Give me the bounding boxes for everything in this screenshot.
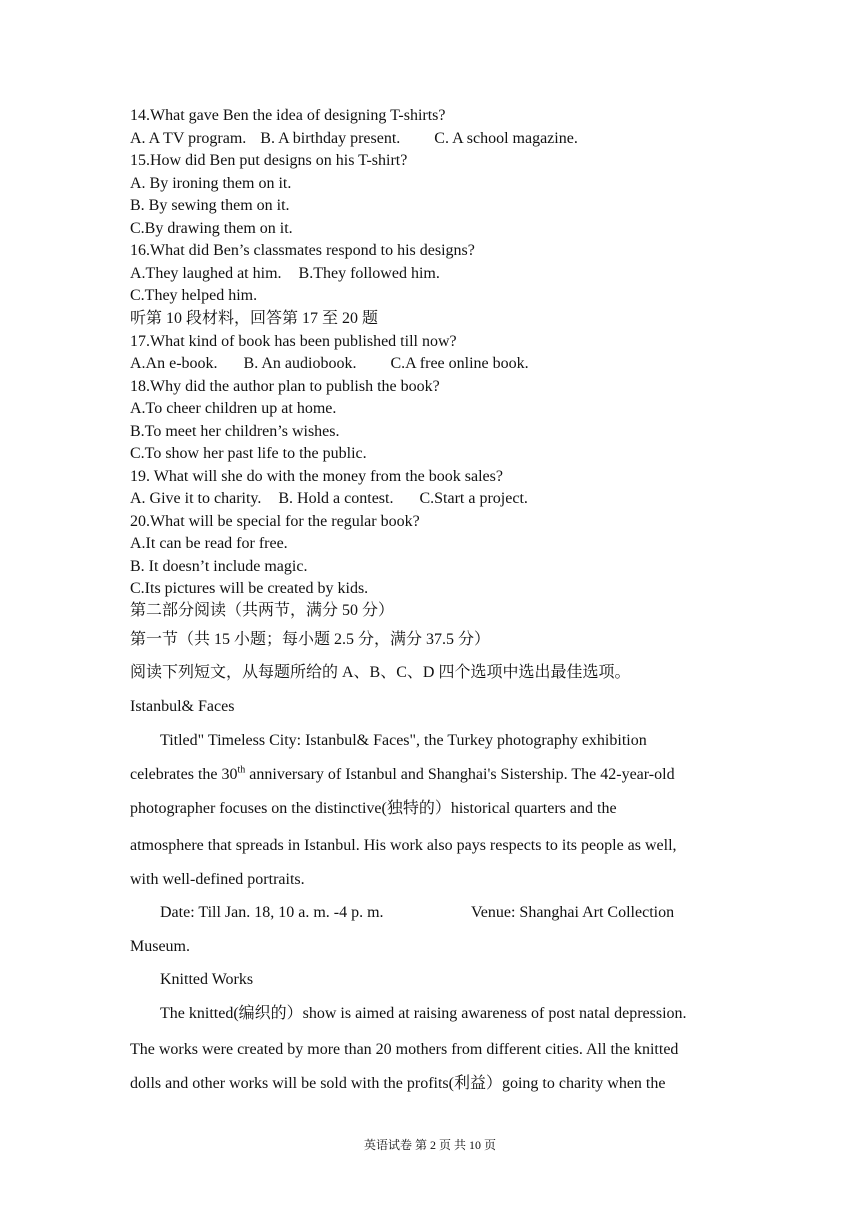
- q18-option-c: C.To show her past life to the public.: [130, 445, 367, 462]
- passage-line: with well-defined portraits.: [130, 871, 305, 888]
- q19-option-b: B. Hold a contest.: [278, 490, 394, 507]
- exhibition-venue-cont: Museum.: [130, 938, 190, 955]
- reading-section-title: 第一节（共 15 小题；每小题 2.5 分，满分 37.5 分）: [130, 631, 491, 648]
- q14-option-a: A. A TV program.: [130, 130, 247, 147]
- ordinal-superscript: th: [237, 764, 246, 776]
- q19-option-c: C.Start a project.: [419, 490, 528, 507]
- passage-line: Titled" Timeless City: Istanbul& Faces", the Turkey photography exhibition: [160, 732, 647, 749]
- q16-stem: 16.What did Ben’s classmates respond to his designs?: [130, 242, 475, 259]
- q15-option-c: C.By drawing them on it.: [130, 220, 293, 237]
- q14-options: [130, 129, 578, 149]
- page-footer: 英语试卷 第 2 页 共 10 页: [363, 1138, 496, 1152]
- q18-option-a: A.To cheer children up at home.: [130, 400, 337, 417]
- q16-option-a: A.They laughed at him.: [130, 265, 282, 282]
- q15-stem: 15.How did Ben put designs on his T-shirt?: [130, 152, 408, 169]
- q18-stem: 18.Why did the author plan to publish the book?: [130, 378, 440, 395]
- q15-option-a: A. By ironing them on it.: [130, 175, 292, 192]
- q19-option-a: A. Give it to charity.: [130, 490, 262, 507]
- passage-line: photographer focuses on the distinctive(独特的）historical quarters and the: [130, 800, 617, 817]
- q16-option-b: B.They followed him.: [298, 265, 440, 282]
- q19-options: [130, 489, 528, 509]
- passage-heading-istanbul: Istanbul& Faces: [130, 698, 235, 715]
- passage-line: The knitted(编织的）show is aimed at raising awareness of post natal depression.: [160, 1005, 687, 1022]
- q19-stem: 19. What will she do with the money from the book sales?: [130, 468, 503, 485]
- q15-option-b: B. By sewing them on it.: [130, 197, 290, 214]
- reading-part-title: 第二部分阅读（共两节，满分 50 分）: [130, 602, 395, 619]
- q17-option-c: C.A free online book.: [390, 355, 529, 372]
- section-10-instruction: 听第 10 段材料，回答第 17 至 20 题: [130, 310, 379, 327]
- reading-instruction: 阅读下列短文，从每题所给的 A、B、C、D 四个选项中选出最佳选项。: [130, 664, 631, 681]
- passage-heading-knitted: Knitted Works: [160, 971, 254, 988]
- passage-line: The works were created by more than 20 mothers from different cities. All the knitted: [130, 1041, 679, 1058]
- q20-option-b: B. It doesn’t include magic.: [130, 558, 308, 575]
- q18-option-b: B.To meet her children’s wishes.: [130, 423, 340, 440]
- q20-stem: 20.What will be special for the regular book?: [130, 513, 420, 530]
- q20-option-c: C.Its pictures will be created by kids.: [130, 580, 369, 597]
- q20-option-a: A.It can be read for free.: [130, 535, 288, 552]
- q17-options: [130, 354, 529, 374]
- q14-stem: 14.What gave Ben the idea of designing T-shirts?: [130, 107, 446, 124]
- passage-line: atmosphere that spreads in Istanbul. His work also pays respects to its people as well,: [130, 837, 677, 854]
- passage-text: celebrates the 30: [130, 766, 238, 783]
- q17-stem: 17.What kind of book has been published till now?: [130, 333, 457, 350]
- passage-text: anniversary of Istanbul and Shanghai's Sistership. The 42-year-old: [245, 766, 675, 783]
- passage-line: dolls and other works will be sold with the profits(利益）going to charity when the: [130, 1075, 666, 1092]
- q14-option-b: B. A birthday present.: [260, 130, 401, 147]
- q17-option-b: B. An audiobook.: [243, 355, 357, 372]
- passage-line: [130, 765, 675, 785]
- q16-options: [130, 264, 440, 284]
- q14-option-c: C. A school magazine.: [434, 130, 578, 147]
- q16-option-c: C.They helped him.: [130, 287, 258, 304]
- exhibition-date: Date: Till Jan. 18, 10 a. m. -4 p. m.: [160, 904, 384, 921]
- exhibition-venue: Venue: Shanghai Art Collection: [471, 904, 675, 921]
- q17-option-a: A.An e-book.: [130, 355, 218, 372]
